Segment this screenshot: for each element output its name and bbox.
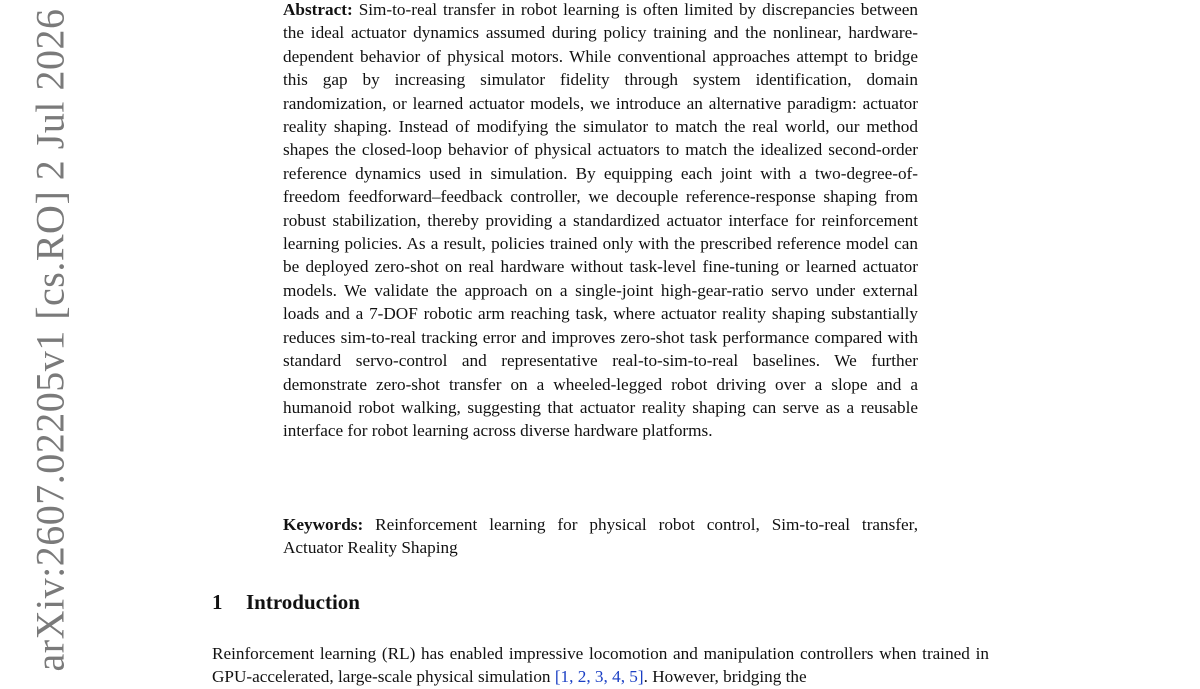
- abstract-text: Sim-to-real transfer in robot learning is often limited by discrepancies between the ideal actuator dynamics assumed during policy training and the nonlinear, hardware-dependent behavior of physical motors. While conventional approaches attempt to bridge this gap by increasing simulator fidelity through system identification, domain randomization, or learned actuator models, we introduce an alternative paradigm: actuator reality shaping. Instead of modifying the simulator to match the real world, our method shapes the closed-loop behavior of physical actuators to match the idealized second-order reference dynamics used in simulation. By equipping each joint with a two-degree-of-freedom feedforward–feedback controller, we decouple reference-response shaping from robust stabilization, thereby providing a standardized actuator interface for reinforcement learning policies. As a result, policies trained only with the prescribed reference model can be deployed zero-shot on real hardware without task-level fine-tuning or learned actuator models. We validate the approach on a single-joint high-gear-ratio servo under external loads and a 7-DOF robotic arm reaching task, where actuator reality shaping substantially reduces sim-to-real tracking error and improves zero-shot task performance compared with standard servo-control and representative real-to-sim-to-real baselines. We further demonstrate zero-shot transfer on a wheeled-legged robot driving over a slope and a humanoid robot walking, suggesting that actuator reality shaping can serve as a reusable interface for robot learning across diverse hardware platforms.: [283, 0, 919, 441]
- keywords-paragraph: [283, 513, 918, 560]
- keywords-text: Reinforcement learning for physical robot control, Sim-to-real transfer, Actuator Reality Shaping: [283, 515, 919, 558]
- citation-link[interactable]: [1, 2, 3, 4, 5]: [554, 667, 644, 687]
- keywords-label: Keywords:: [283, 515, 364, 534]
- abstract-label: Abstract:: [283, 0, 353, 19]
- intro-text-continued: . However, bridging the: [643, 667, 807, 687]
- section-number: 1: [212, 590, 223, 614]
- section-heading-introduction: [212, 590, 360, 615]
- arxiv-identifier-stamp: arXiv:2607.02205v1 [cs.RO] 2 Jul 2026: [27, 8, 73, 672]
- intro-text: Reinforcement learning (RL) has enabled impressive locomotion and manipulation controllers when trained in GPU-accelerated, large-scale physical simulation: [212, 644, 989, 687]
- abstract-paragraph: [283, 0, 918, 443]
- intro-paragraph: [212, 642, 989, 689]
- section-title: Introduction: [246, 590, 360, 614]
